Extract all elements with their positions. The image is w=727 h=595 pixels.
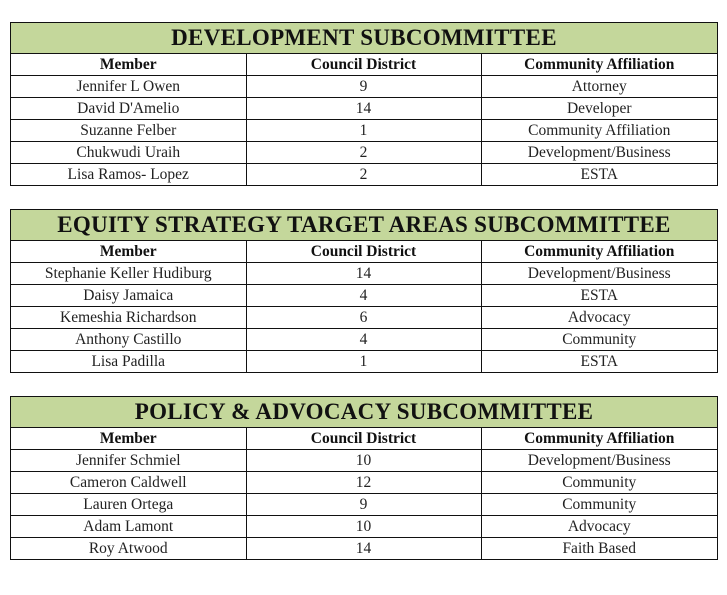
- equity-strategy-subcommittee-table: [10, 209, 718, 373]
- community-affiliation: ESTA: [481, 351, 717, 373]
- member-name: Jennifer Schmiel: [11, 450, 246, 472]
- column-header-row: [11, 241, 717, 263]
- council-district: 12: [246, 472, 481, 494]
- member-name: Stephanie Keller Hudiburg: [11, 263, 246, 285]
- column-header-district: Council District: [246, 428, 481, 450]
- community-affiliation: Advocacy: [481, 516, 717, 538]
- council-district: 1: [246, 351, 481, 373]
- council-district: 2: [246, 142, 481, 164]
- column-header-district: Council District: [246, 54, 481, 76]
- column-header-affiliation: Community Affiliation: [481, 428, 717, 450]
- council-district: 14: [246, 538, 481, 560]
- council-district: 10: [246, 516, 481, 538]
- member-name: Chukwudi Uraih: [11, 142, 246, 164]
- council-district: 10: [246, 450, 481, 472]
- table-row: [11, 98, 717, 120]
- table-row: [11, 450, 717, 472]
- member-name: Anthony Castillo: [11, 329, 246, 351]
- column-header-member: Member: [11, 428, 246, 450]
- members-table: [11, 240, 717, 373]
- table-row: [11, 285, 717, 307]
- column-header-district: Council District: [246, 241, 481, 263]
- committee-title: POLICY & ADVOCACY SUBCOMMITTEE: [11, 396, 717, 427]
- table-row: [11, 263, 717, 285]
- council-district: 4: [246, 285, 481, 307]
- member-name: Lauren Ortega: [11, 494, 246, 516]
- council-district: 9: [246, 76, 481, 98]
- column-header-affiliation: Community Affiliation: [481, 241, 717, 263]
- community-affiliation: Faith Based: [481, 538, 717, 560]
- community-affiliation: ESTA: [481, 164, 717, 186]
- community-affiliation: Developer: [481, 98, 717, 120]
- member-name: Daisy Jamaica: [11, 285, 246, 307]
- column-header-affiliation: Community Affiliation: [481, 54, 717, 76]
- council-district: 14: [246, 263, 481, 285]
- table-row: [11, 494, 717, 516]
- member-name: Roy Atwood: [11, 538, 246, 560]
- members-table: [11, 427, 717, 560]
- member-name: Suzanne Felber: [11, 120, 246, 142]
- member-name: Lisa Padilla: [11, 351, 246, 373]
- column-header-row: [11, 54, 717, 76]
- table-row: [11, 307, 717, 329]
- table-row: [11, 142, 717, 164]
- table-row: [11, 516, 717, 538]
- column-header-member: Member: [11, 54, 246, 76]
- community-affiliation: Attorney: [481, 76, 717, 98]
- council-district: 4: [246, 329, 481, 351]
- member-name: Jennifer L Owen: [11, 76, 246, 98]
- council-district: 14: [246, 98, 481, 120]
- table-row: [11, 351, 717, 373]
- community-affiliation: Community Affiliation: [481, 120, 717, 142]
- column-header-member: Member: [11, 241, 246, 263]
- council-district: 2: [246, 164, 481, 186]
- development-subcommittee-table: [10, 22, 718, 186]
- table-row: [11, 76, 717, 98]
- community-affiliation: Development/Business: [481, 450, 717, 472]
- community-affiliation: Advocacy: [481, 307, 717, 329]
- member-name: Lisa Ramos- Lopez: [11, 164, 246, 186]
- community-affiliation: Community: [481, 494, 717, 516]
- community-affiliation: Community: [481, 329, 717, 351]
- table-row: [11, 120, 717, 142]
- committee-title: EQUITY STRATEGY TARGET AREAS SUBCOMMITTEE: [11, 209, 717, 240]
- council-district: 6: [246, 307, 481, 329]
- member-name: Adam Lamont: [11, 516, 246, 538]
- committee-title: DEVELOPMENT SUBCOMMITTEE: [11, 22, 717, 53]
- table-row: [11, 329, 717, 351]
- table-row: [11, 472, 717, 494]
- policy-advocacy-subcommittee-table: [10, 396, 718, 560]
- member-name: Cameron Caldwell: [11, 472, 246, 494]
- table-row: [11, 538, 717, 560]
- member-name: David D'Amelio: [11, 98, 246, 120]
- members-table: [11, 53, 717, 186]
- member-name: Kemeshia Richardson: [11, 307, 246, 329]
- community-affiliation: Development/Business: [481, 263, 717, 285]
- community-affiliation: Community: [481, 472, 717, 494]
- community-affiliation: Development/Business: [481, 142, 717, 164]
- council-district: 1: [246, 120, 481, 142]
- table-row: [11, 164, 717, 186]
- column-header-row: [11, 428, 717, 450]
- community-affiliation: ESTA: [481, 285, 717, 307]
- council-district: 9: [246, 494, 481, 516]
